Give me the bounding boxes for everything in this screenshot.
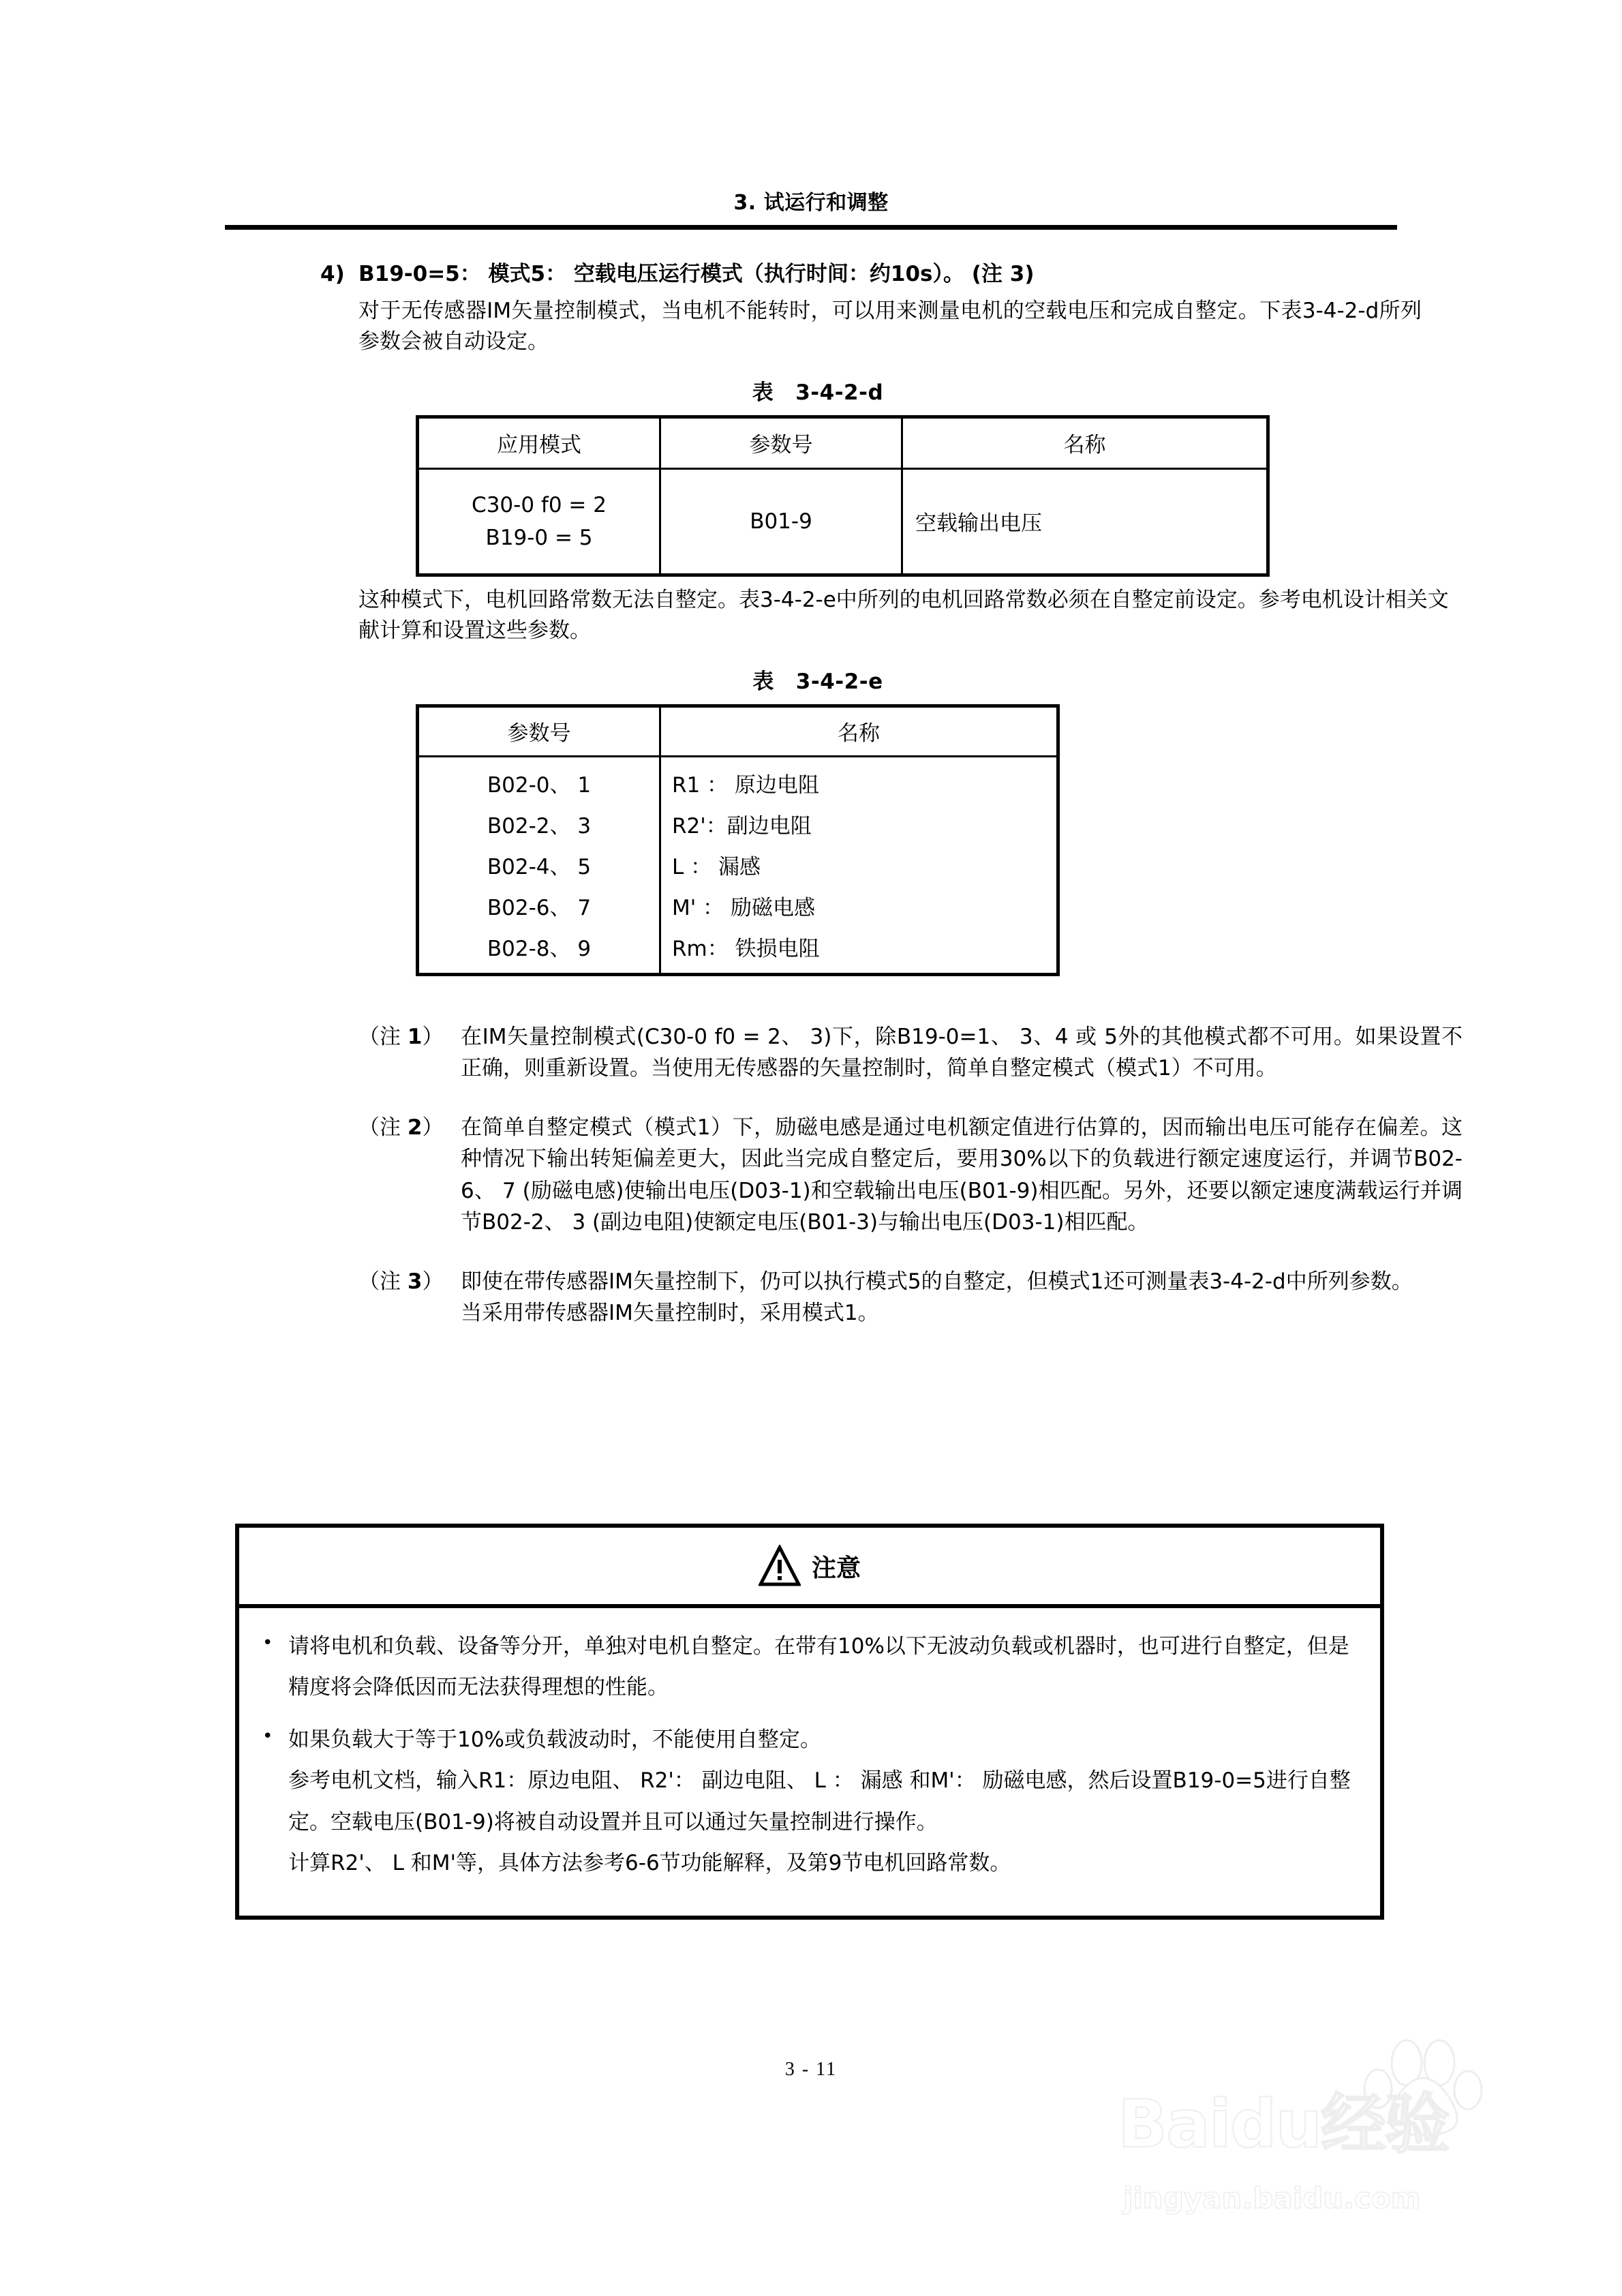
table-row xyxy=(418,804,1058,845)
note-2-label: （注 2） xyxy=(358,1115,444,1140)
table-d-wrapper xyxy=(225,415,1411,577)
table-3-4-2-d xyxy=(416,415,1270,577)
table-row xyxy=(418,886,1058,926)
section-item-heading xyxy=(320,259,1411,289)
table-d-header-name: 名称 xyxy=(902,417,1268,468)
table-e-cell-name: R1 ： 原边电阻 xyxy=(660,756,1058,804)
table-e-cell-param: B02-2、 3 xyxy=(418,804,660,845)
paragraph-after-table-d: 这种模式下，电机回路常数无法自整定。表3-4-2-e中所列的电机回路常数必须在自整定前设定。参考电机设计相关文献计算和设置这些参数。 xyxy=(358,587,1449,643)
bullet-dot-icon: • xyxy=(262,1633,273,1653)
caution-bullet-2 xyxy=(262,1719,1357,1760)
table-row xyxy=(418,926,1058,975)
table-e-caption xyxy=(225,664,1411,695)
table-d-caption xyxy=(225,375,1411,406)
watermark-brand-cn: 经验 xyxy=(1320,2086,1449,2162)
table-header-row xyxy=(418,417,1268,468)
caution-bullet-1 xyxy=(262,1626,1357,1708)
notes-list xyxy=(358,1021,1463,1329)
note-1-label: （注 1） xyxy=(358,1024,444,1049)
warning-triangle-icon xyxy=(759,1545,801,1587)
item-marker: 4) xyxy=(320,262,345,286)
caution-bullet-2-text: 如果负载大于等于10%或负载波动时，不能使用自整定。 xyxy=(288,1727,821,1752)
header-rule xyxy=(225,225,1397,230)
table-row xyxy=(418,468,1268,575)
watermark-url: jingyan.baidu.com xyxy=(1123,2181,1421,2215)
running-header xyxy=(225,185,1397,215)
table-d-header-mode: 应用模式 xyxy=(418,417,660,468)
baidu-watermark xyxy=(1118,2052,1595,2256)
baidu-paw-icon xyxy=(1358,2036,1487,2141)
table-e-caption-number: 3-4-2-e xyxy=(795,669,883,694)
caution-body xyxy=(239,1608,1380,1916)
table-e-cell-param: B02-0、 1 xyxy=(418,756,660,804)
note-1-text: 在IM矢量控制模式(C30-0 f0 = 2、 3)下，除B19-0=1、 3、4 或 5外的其他模式都不可用。如果设置不正确，则重新设置。当使用无传感器的矢量控制时，简单自整定模式（模式1）不可用。 xyxy=(461,1024,1463,1081)
note-3-body xyxy=(461,1266,1463,1329)
table-d-cell-mode xyxy=(418,468,660,575)
table-e-wrapper xyxy=(225,704,1411,976)
table-row xyxy=(418,845,1058,886)
table-3-4-2-e xyxy=(416,704,1060,976)
note-1 xyxy=(358,1021,1463,1085)
page-number: 3 - 11 xyxy=(784,2059,838,2080)
table-d-mode-line2: B19-0 = 5 xyxy=(485,525,593,550)
note-2 xyxy=(358,1112,1463,1239)
table-e-cell-param: B02-6、 7 xyxy=(418,886,660,926)
note-2-text: 在简单自整定模式（模式1）下，励磁电感是通过电机额定值进行估算的，因而输出电压可能存在偏差。这种情况下输出转矩偏差更大，因此当完成自整定后，要用30%以下的负载进行额定速度运行，并调节B02-6、 7 (励磁电感)使输出电压(D03-1)和空载输出电压(B01-9)相匹配。另外，还要以额定速度满载运行并调节B02-2、 3 (副边电阻)使额定电压(B01-3)与输出电压(D03-1)相匹配。 xyxy=(461,1115,1463,1235)
caution-title: 注意 xyxy=(811,1554,861,1582)
table-d-cell-param: B01-9 xyxy=(660,468,902,575)
note-3-text: 即使在带传感器IM矢量控制下，仍可以执行模式5的自整定，但模式1还可测量表3-4-2-d中所列参数。 xyxy=(461,1269,1413,1294)
item-heading-text: B19-0=5： 模式5： 空载电压运行模式（执行时间：约10s）。 (注 3) xyxy=(358,262,1035,286)
table-e-cell-name: L ： 漏感 xyxy=(660,845,1058,886)
note-3 xyxy=(358,1266,1463,1329)
table-e-cell-name: M' ： 励磁电感 xyxy=(660,886,1058,926)
caution-continuation-2: 计算R2'、 L 和M'等，具体方法参考6-6节功能解释，及第9节电机回路常数。 xyxy=(288,1851,1011,1876)
table-e-cell-param: B02-8、 9 xyxy=(418,926,660,975)
caution-continuation-1: 参考电机文档，输入R1：原边电阻、 R2'： 副边电阻、 L ： 漏感 和M'： 励磁电感，然后设置B19-0=5进行自整定。空载电压(B01-9)将被自动设置并且可以通过矢量控制进行操作。 xyxy=(288,1768,1351,1834)
note-3-text-2: 当采用带传感器IM矢量控制时，采用模式1。 xyxy=(461,1301,879,1326)
table-e-cell-name: Rm： 铁损电阻 xyxy=(660,926,1058,975)
table-e-cell-name: R2'：副边电阻 xyxy=(660,804,1058,845)
table-d-caption-number: 3-4-2-d xyxy=(795,380,884,405)
header-title: 3. 试运行和调整 xyxy=(733,191,889,215)
table-row xyxy=(418,756,1058,804)
table-e-header-param: 参数号 xyxy=(418,706,660,756)
table-d-header-param: 参数号 xyxy=(660,417,902,468)
table-d-mode-line1: C30-0 f0 = 2 xyxy=(472,492,607,517)
caution-box xyxy=(235,1524,1384,1920)
caution-header xyxy=(239,1528,1380,1608)
section-item-paragraph: 对于无传感器IM矢量控制模式，当电机不能转时，可以用来测量电机的空载电压和完成自整定。下表3-4-2-d所列参数会被自动设定。 xyxy=(358,299,1422,354)
table-d-caption-prefix: 表 xyxy=(752,380,774,405)
page-content xyxy=(225,259,1463,1357)
table-e-cell-param: B02-4、 5 xyxy=(418,845,660,886)
watermark-brand: Baidu xyxy=(1118,2086,1321,2162)
note-3-label: （注 3） xyxy=(358,1269,444,1294)
caution-bullet-1-text: 请将电机和负载、设备等分开，单独对电机自整定。在带有10%以下无波动负载或机器时，也可进行自整定，但是精度将会降低因而无法获得理想的性能。 xyxy=(288,1634,1349,1700)
table-e-header-name: 名称 xyxy=(660,706,1058,756)
table-d-cell-name: 空载输出电压 xyxy=(902,468,1268,575)
table-e-caption-prefix: 表 xyxy=(752,669,774,694)
bullet-dot-icon: • xyxy=(262,1725,273,1747)
watermark-logo xyxy=(1118,2072,1595,2166)
table-header-row xyxy=(418,706,1058,756)
